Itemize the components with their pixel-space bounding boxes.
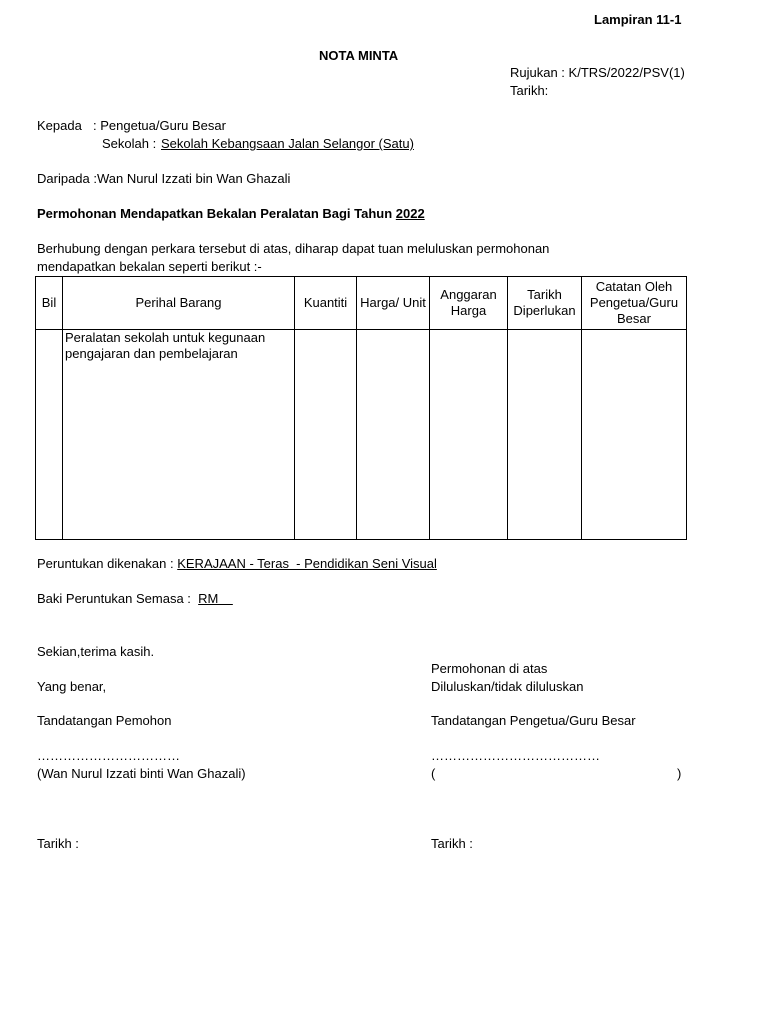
applicant-date-label: Tarikh : [37, 836, 79, 851]
sender: Daripada :Wan Nurul Izzati bin Wan Ghazali [37, 171, 291, 186]
cell-bil [36, 330, 63, 540]
intro-line-2: mendapatkan bekalan seperti berikut :- [37, 259, 262, 274]
header-unit-price: Harga/ Unit [357, 277, 430, 330]
header-date-needed: Tarikh Diperlukan [508, 277, 582, 330]
approval-line-1: Permohonan di atas [431, 661, 548, 676]
date-label: Tarikh: [510, 83, 549, 98]
header-qty: Kuantiti [295, 277, 357, 330]
header-bil: Bil [36, 277, 63, 330]
header-notes: Catatan Oleh Pengetua/Guru Besar [582, 277, 687, 330]
document-title: NOTA MINTA [319, 48, 399, 63]
subject [37, 205, 425, 222]
principal-name-close: ) [677, 766, 682, 781]
allocation-value: KERAJAAN - Teras - Pendidikan Seni Visual [177, 556, 437, 571]
school-label: Sekolah : [102, 136, 157, 151]
applicant-signature-label: Tandatangan Pemohon [37, 713, 172, 728]
intro-line-1: Berhubung dengan perkara tersebut di atas, diharap dapat tuan meluluskan permohonan [37, 241, 550, 256]
applicant-name: (Wan Nurul Izzati binti Wan Ghazali) [37, 766, 246, 781]
cell-date-needed [508, 330, 582, 540]
header-item: Perihal Barang [63, 277, 295, 330]
closing: Sekian,terima kasih. [37, 644, 155, 659]
school-value: Sekolah Kebangsaan Jalan Selangor (Satu) [161, 136, 414, 151]
table-row [36, 330, 687, 540]
cell-notes [582, 330, 687, 540]
subject-text: Permohonan Mendapatkan Bekalan Peralatan Bagi Tahun [37, 206, 396, 221]
table-header-row [36, 277, 687, 330]
principal-signature-line: ………………………………… [431, 748, 600, 763]
cell-item: Peralatan sekolah untuk kegunaan pengajaran dan pembelajaran [63, 330, 295, 540]
header-estimate: Anggaran Harga [430, 277, 508, 330]
applicant-signature-line: …………………………… [37, 748, 180, 763]
allocation: Peruntukan dikenakan : KERAJAAN - Teras - Pendidikan Seni Visual [37, 556, 437, 571]
appendix-label: Lampiran 11-1 [594, 12, 682, 27]
principal-signature-label: Tandatangan Pengetua/Guru Besar [431, 713, 636, 728]
balance: Baki Peruntukan Semasa : RM [37, 591, 233, 606]
reference-number: Rujukan : K/TRS/2022/PSV(1) [510, 65, 685, 80]
regards: Yang benar, [37, 679, 107, 694]
principal-date-label: Tarikh : [431, 836, 473, 851]
items-table [35, 276, 687, 540]
recipient-value: : Pengetua/Guru Besar [93, 118, 226, 133]
approval-line-2: Diluluskan/tidak diluluskan [431, 679, 584, 694]
subject-year: 2022 [395, 206, 425, 221]
cell-estimate [430, 330, 508, 540]
recipient-label: Kepada [37, 118, 82, 133]
principal-name-open: ( [431, 766, 436, 781]
cell-unit-price [357, 330, 430, 540]
cell-qty [295, 330, 357, 540]
balance-value: RM [198, 591, 233, 606]
